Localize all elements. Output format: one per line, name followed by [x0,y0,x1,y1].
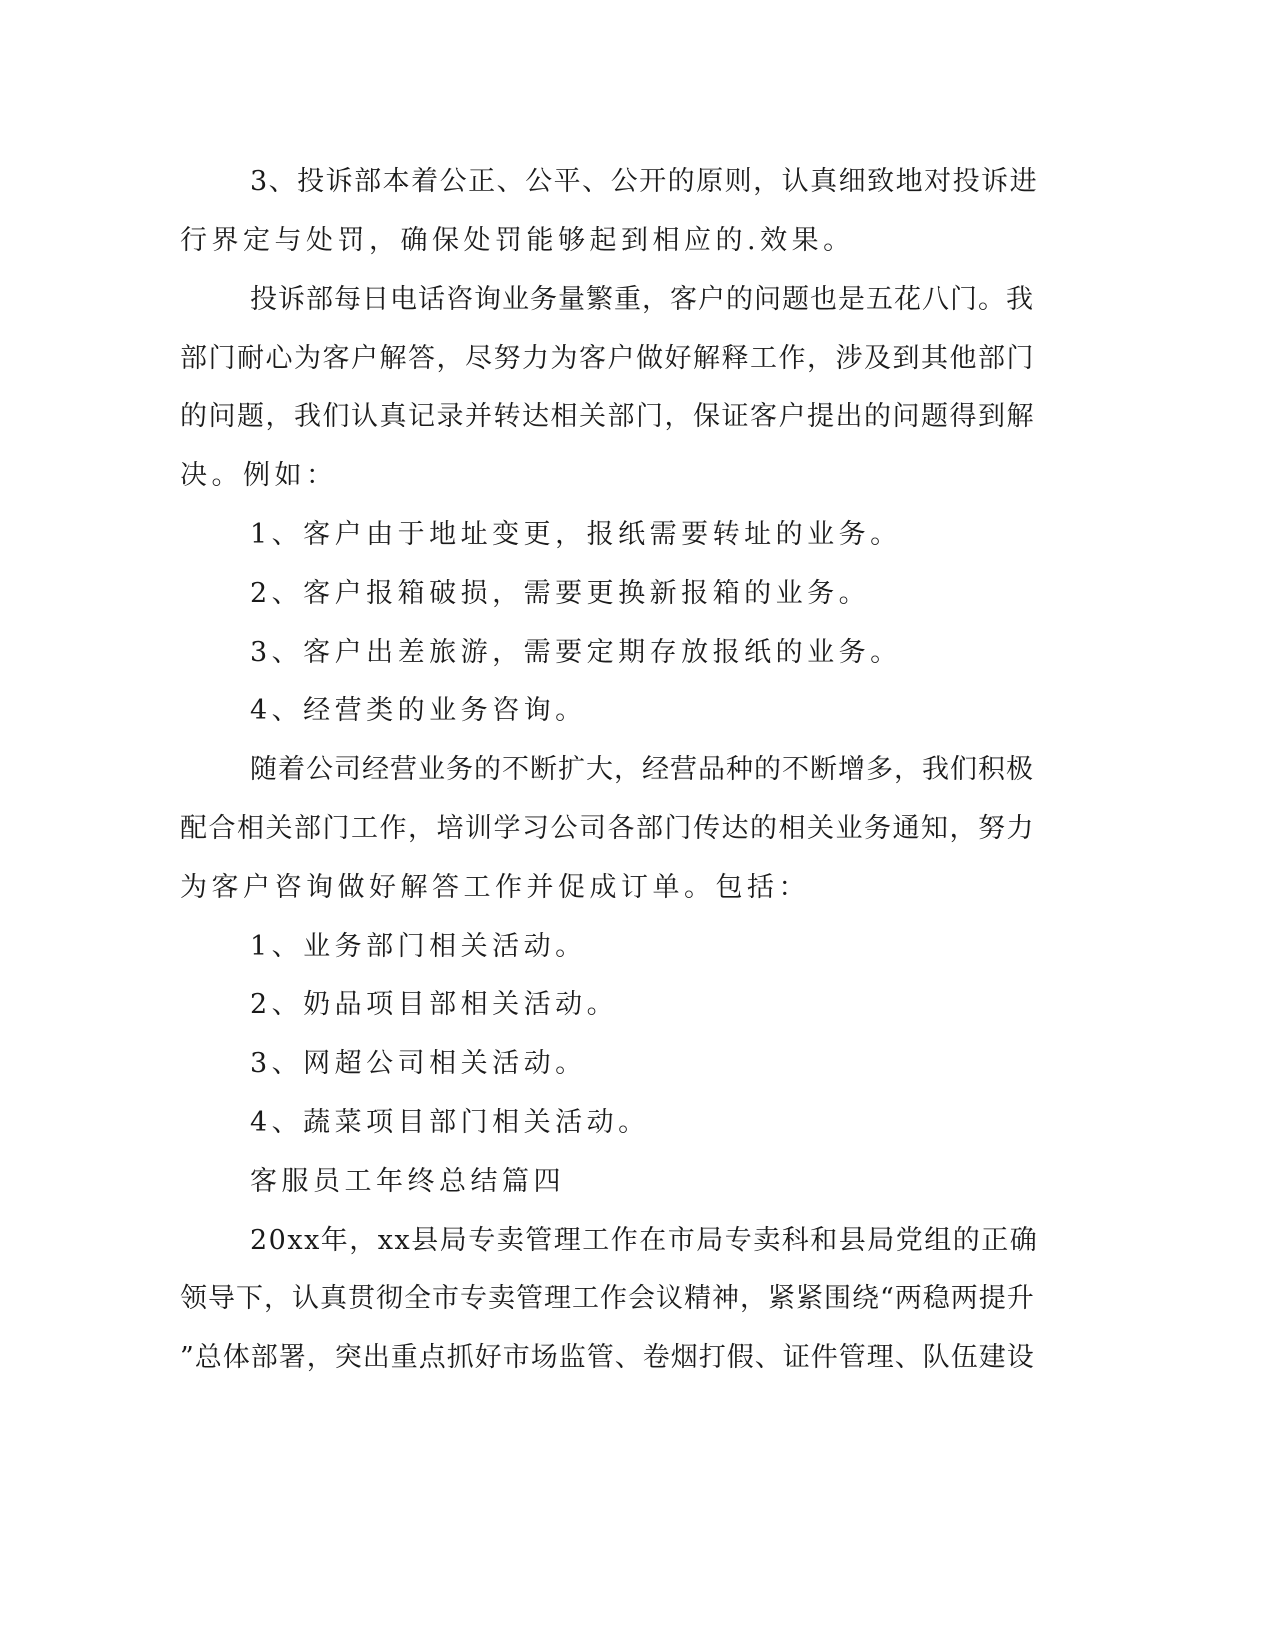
section-heading: 客服员工年终总结篇四 [250,1166,565,1197]
text-line: 为客户咨询做好解答工作并促成订单。包括： [180,872,810,903]
text-line: 3、网超公司相关活动。 [250,1048,587,1079]
text-line: 的问题，我们认真记录并转达相关部门，保证客户提出的问题得到解 [180,401,1035,432]
text-line: 20xx年，xx县局专卖管理工作在市局专卖科和县局党组的正确 [250,1225,1039,1256]
text-line: 领导下，认真贯彻全市专卖管理工作会议精神，紧紧围绕“两稳两提升 [180,1283,1035,1314]
text-line: 3、客户出差旅游，需要定期存放报纸的业务。 [250,637,902,668]
text-line: 1、客户由于地址变更，报纸需要转址的业务。 [250,519,902,550]
text-line: 4、蔬菜项目部门相关活动。 [250,1107,650,1138]
text-line: 随着公司经营业务的不断扩大，经营品种的不断增多，我们积极 [250,754,1034,785]
text-line: 配合相关部门工作，培训学习公司各部门传达的相关业务通知，努力 [180,813,1035,844]
text-line: 决。例如： [180,460,338,491]
text-line: 行界定与处罚，确保处罚能够起到相应的.效果。 [180,225,855,256]
text-line: 投诉部每日电话咨询业务量繁重，客户的问题也是五花八门。我 [250,284,1034,315]
text-line: ”总体部署，突出重点抓好市场监管、卷烟打假、证件管理、队伍建设 [180,1342,1035,1373]
text-line: 1、业务部门相关活动。 [250,931,587,962]
text-line: 4、经营类的业务咨询。 [250,695,587,726]
text-line: 2、奶品项目部相关活动。 [250,989,619,1020]
text-line: 部门耐心为客户解答，尽努力为客户做好解释工作，涉及到其他部门 [180,343,1035,374]
text-line: 3、投诉部本着公正、公平、公开的原则，认真细致地对投诉进 [250,166,1039,197]
text-line: 2、客户报箱破损，需要更换新报箱的业务。 [250,578,871,609]
